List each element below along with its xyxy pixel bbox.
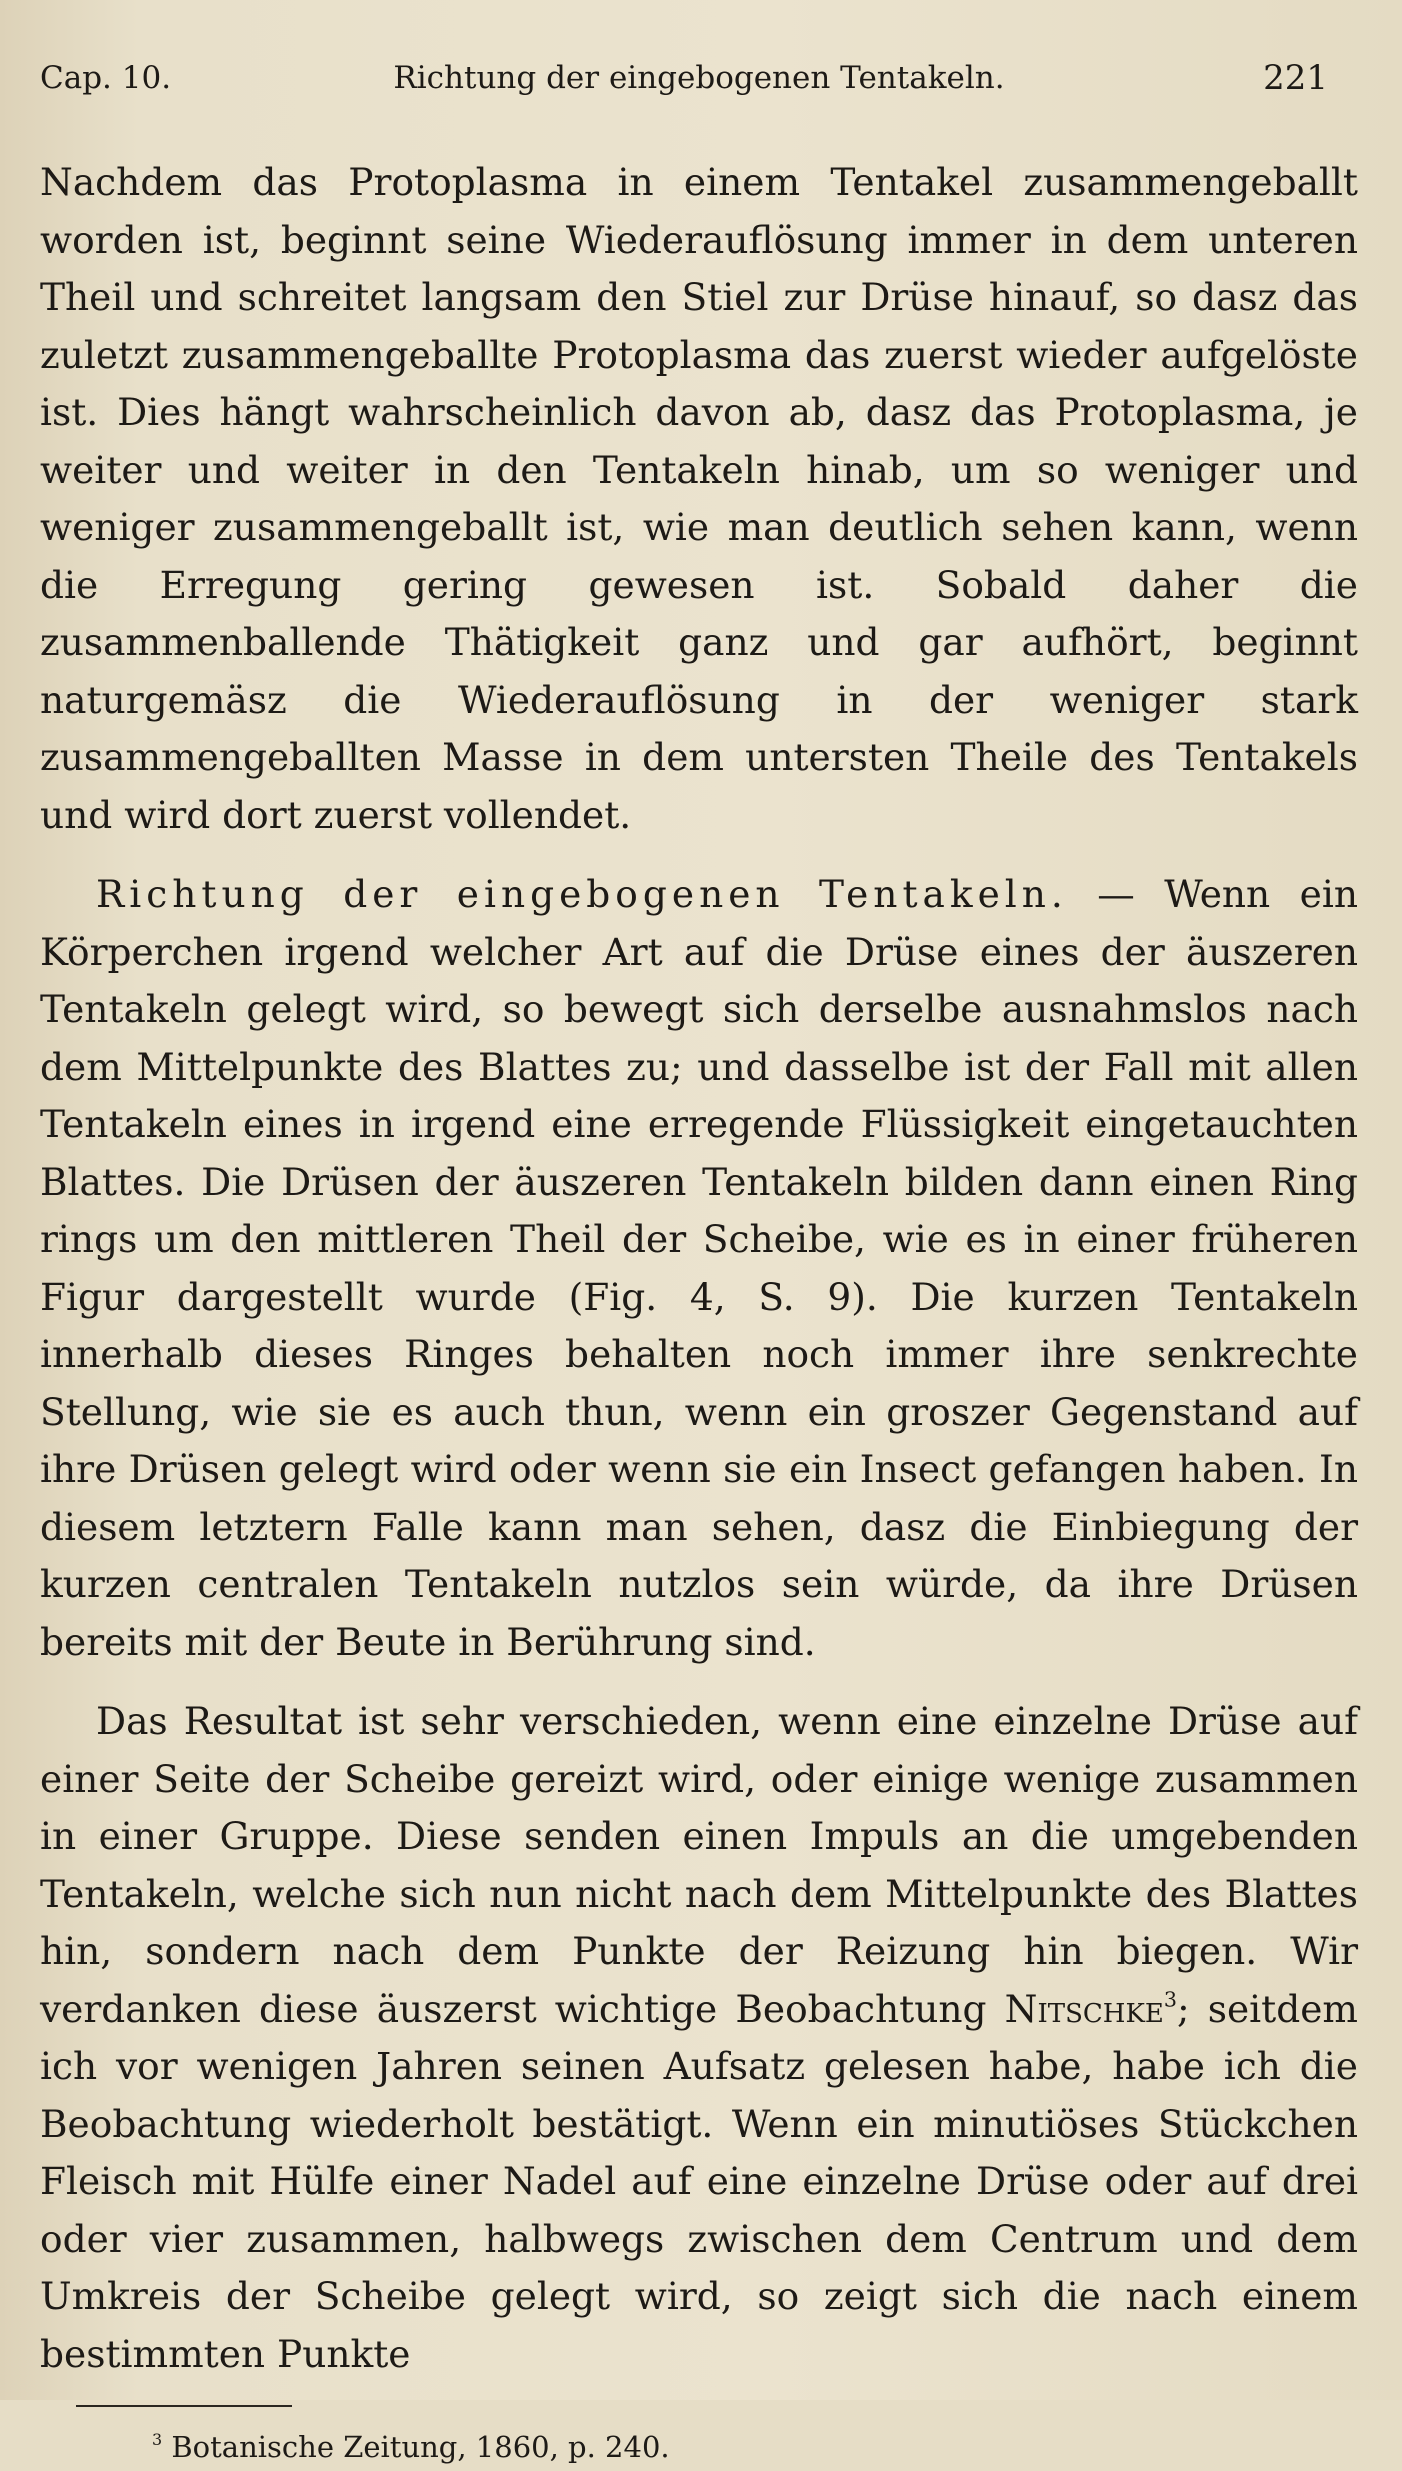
paragraph-2 (40, 866, 1358, 1671)
footnote-mark: 3 (152, 2430, 163, 2450)
section-heading: Richtung der eingebogenen Tentakeln. (96, 872, 1068, 916)
footnote-reference: 3 (1163, 1987, 1177, 2012)
paragraph-3-text-before: Das Resultat ist sehr verschieden, wenn eine einzelne Drüse auf einer Seite der Scheibe gereizt wird, oder einige wenige zusammen in einer Gruppe. Diese senden einen Impuls an die umgebenden Tentakeln, welche sich nun nicht nach dem Mittelpunkte des Blattes hin, sondern nach dem Punkte der Reizung hin biegen. Wir verdanken diese äuszerst wichtige Beobachtung (40, 1699, 1358, 2031)
page-number: 221 (1263, 58, 1328, 98)
footnote (152, 2423, 1358, 2471)
footnote-divider (76, 2405, 292, 2407)
paragraph-3 (40, 1693, 1358, 2383)
footnote-text: Botanische Zeitung, 1860, p. 240. (162, 2430, 670, 2464)
paragraph-2-text: — Wenn ein Körperchen irgend welcher Art auf die Drüse eines der äuszeren Tentakeln gelegt wird, so bewegt sich derselbe ausnahmslos nach dem Mittelpunkte des Blattes zu; und dasselbe ist der Fall mit allen Tentakeln eines in irgend eine erregende Flüssigkeit eingetauchten Blattes. Die Drüsen der äuszeren Tentakeln bilden dann einen Ring rings um den mittleren Theil der Scheibe, wie es in einer früheren Figur dargestellt wurde (Fig. 4, S. 9). Die kurzen Tentakeln innerhalb dieses Ringes behalten noch immer ihre senkrechte Stellung, wie sie es auch thun, wenn ein groszer Gegenstand auf ihre Drüsen gelegt wird oder wenn sie ein Insect gefangen haben. In diesem letztern Falle kann man sehen, dasz die Einbiegung der kurzen centralen Tentakeln nutzlos sein würde, da ihre Drüsen bereits mit der Beute in Berührung sind. (40, 872, 1358, 1664)
paragraph-3-text-after: ; seitdem ich vor wenigen Jahren seinen Aufsatz gelesen habe, habe ich die Beobachtung wiederholt bestätigt. Wenn ein minutiöses Stückchen Fleisch mit Hülfe einer Nadel auf eine einzelne Drüse oder auf drei oder vier zusammen, halbwegs zwischen dem Centrum und dem Umkreis der Scheibe gelegt wird, so zeigt sich die nach einem bestimmten Punkte (40, 1986, 1358, 2376)
running-head (40, 52, 1358, 104)
running-title: Richtung der eingebogenen Tentakeln. (393, 60, 1005, 96)
author-name: Nitschke (1004, 1986, 1164, 2031)
chapter-label: Cap. 10. (40, 60, 172, 96)
paragraph-1: Nachdem das Protoplasma in einem Tentakel zusammengeballt worden ist, beginnt seine Wiederauflösung immer in dem unteren Theil und schreitet langsam den Stiel zur Drüse hinauf, so dasz das zuletzt zusammengeballte Protoplasma das zuerst wieder aufgelöste ist. Dies hängt wahrscheinlich davon ab, dasz das Protoplasma, je weiter und weiter in den Tentakeln hinab, um so weniger und weniger zusammengeballt ist, wie man deutlich sehen kann, wenn die Erregung gering gewesen ist. Sobald daher die zusammenballende Thätigkeit ganz und gar aufhört, beginnt naturgemäsz die Wiederauflösung in der weniger stark zusammengeballten Masse in dem untersten Theile des Tentakels und wird dort zuerst vollendet. (40, 160, 1358, 837)
